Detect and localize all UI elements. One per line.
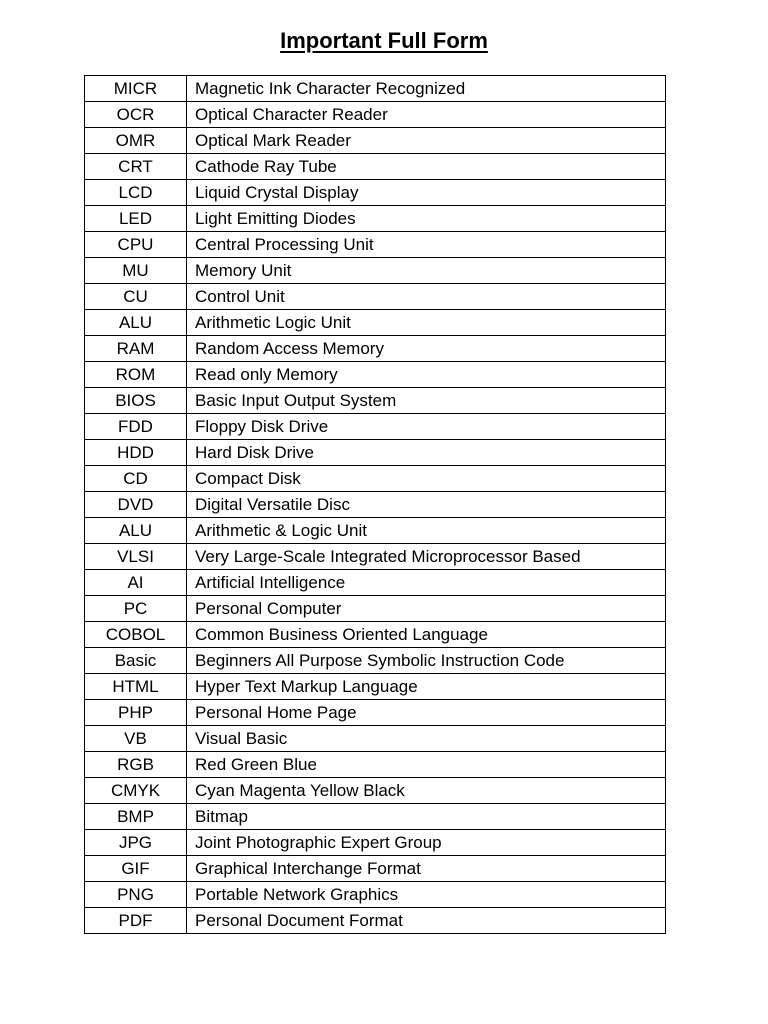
table-row [85, 700, 666, 726]
full-form-cell: Liquid Crystal Display [187, 180, 666, 206]
abbreviation-cell: Basic [85, 648, 187, 674]
abbreviation-cell: PNG [85, 882, 187, 908]
abbreviation-cell: DVD [85, 492, 187, 518]
full-form-cell: Hard Disk Drive [187, 440, 666, 466]
table-row [85, 180, 666, 206]
full-form-cell: Graphical Interchange Format [187, 856, 666, 882]
table-row [85, 726, 666, 752]
table-row [85, 856, 666, 882]
table-row [85, 466, 666, 492]
table-row [85, 154, 666, 180]
abbreviation-cell: ALU [85, 518, 187, 544]
table-row [85, 752, 666, 778]
full-form-cell: Control Unit [187, 284, 666, 310]
full-form-cell: Arithmetic Logic Unit [187, 310, 666, 336]
table-row [85, 128, 666, 154]
full-form-cell: Portable Network Graphics [187, 882, 666, 908]
table-row [85, 440, 666, 466]
table-row [85, 102, 666, 128]
abbreviation-cell: GIF [85, 856, 187, 882]
abbreviation-cell: LED [85, 206, 187, 232]
table-row [85, 622, 666, 648]
full-form-cell: Artificial Intelligence [187, 570, 666, 596]
full-form-cell: Joint Photographic Expert Group [187, 830, 666, 856]
abbreviation-cell: OCR [85, 102, 187, 128]
table-row [85, 674, 666, 700]
full-form-cell: Personal Home Page [187, 700, 666, 726]
abbreviation-cell: MU [85, 258, 187, 284]
table-row [85, 648, 666, 674]
full-form-cell: Common Business Oriented Language [187, 622, 666, 648]
table-row [85, 310, 666, 336]
abbreviation-cell: RGB [85, 752, 187, 778]
table-row [85, 544, 666, 570]
full-form-cell: Cathode Ray Tube [187, 154, 666, 180]
abbreviation-cell: HTML [85, 674, 187, 700]
full-form-cell: Random Access Memory [187, 336, 666, 362]
full-form-cell: Magnetic Ink Character Recognized [187, 76, 666, 102]
abbreviation-cell: PHP [85, 700, 187, 726]
abbreviation-cell: CMYK [85, 778, 187, 804]
abbreviation-cell: FDD [85, 414, 187, 440]
table-row [85, 596, 666, 622]
full-form-cell: Digital Versatile Disc [187, 492, 666, 518]
abbreviation-cell: OMR [85, 128, 187, 154]
table-row [85, 232, 666, 258]
abbreviation-cell: CD [85, 466, 187, 492]
abbreviation-cell: JPG [85, 830, 187, 856]
full-form-cell: Read only Memory [187, 362, 666, 388]
abbreviation-cell: ALU [85, 310, 187, 336]
abbreviation-cell: RAM [85, 336, 187, 362]
table-row [85, 570, 666, 596]
table-row [85, 882, 666, 908]
table-row [85, 518, 666, 544]
full-form-cell: Arithmetic & Logic Unit [187, 518, 666, 544]
abbreviation-cell: VLSI [85, 544, 187, 570]
full-form-cell: Personal Computer [187, 596, 666, 622]
full-form-cell: Central Processing Unit [187, 232, 666, 258]
table-row [85, 206, 666, 232]
abbreviation-cell: CU [85, 284, 187, 310]
table-row [85, 492, 666, 518]
full-form-cell: Beginners All Purpose Symbolic Instruction Code [187, 648, 666, 674]
table-row [85, 336, 666, 362]
abbreviation-cell: HDD [85, 440, 187, 466]
full-form-cell: Red Green Blue [187, 752, 666, 778]
full-form-cell: Optical Character Reader [187, 102, 666, 128]
abbreviation-cell: MICR [85, 76, 187, 102]
full-form-cell: Visual Basic [187, 726, 666, 752]
full-form-cell: Optical Mark Reader [187, 128, 666, 154]
table-row [85, 258, 666, 284]
table-row [85, 414, 666, 440]
table-row [85, 388, 666, 414]
abbreviation-cell: PDF [85, 908, 187, 934]
full-form-cell: Light Emitting Diodes [187, 206, 666, 232]
abbreviation-cell: LCD [85, 180, 187, 206]
full-form-cell: Memory Unit [187, 258, 666, 284]
full-form-cell: Very Large-Scale Integrated Microprocessor Based [187, 544, 666, 570]
full-form-cell: Cyan Magenta Yellow Black [187, 778, 666, 804]
abbreviation-cell: ROM [85, 362, 187, 388]
full-form-cell: Basic Input Output System [187, 388, 666, 414]
abbreviation-cell: CRT [85, 154, 187, 180]
abbreviation-cell: BMP [85, 804, 187, 830]
full-form-table-body [85, 76, 666, 934]
table-row [85, 76, 666, 102]
abbreviation-cell: COBOL [85, 622, 187, 648]
table-row [85, 804, 666, 830]
table-row [85, 830, 666, 856]
full-form-cell: Personal Document Format [187, 908, 666, 934]
abbreviation-cell: AI [85, 570, 187, 596]
abbreviation-cell: VB [85, 726, 187, 752]
full-form-cell: Compact Disk [187, 466, 666, 492]
full-form-cell: Hyper Text Markup Language [187, 674, 666, 700]
full-form-cell: Floppy Disk Drive [187, 414, 666, 440]
table-row [85, 284, 666, 310]
table-row [85, 778, 666, 804]
abbreviation-cell: BIOS [85, 388, 187, 414]
table-row [85, 362, 666, 388]
abbreviation-cell: CPU [85, 232, 187, 258]
abbreviation-cell: PC [85, 596, 187, 622]
table-row [85, 908, 666, 934]
full-form-table [84, 75, 666, 934]
page-title: Important Full Form [280, 28, 488, 53]
full-form-cell: Bitmap [187, 804, 666, 830]
